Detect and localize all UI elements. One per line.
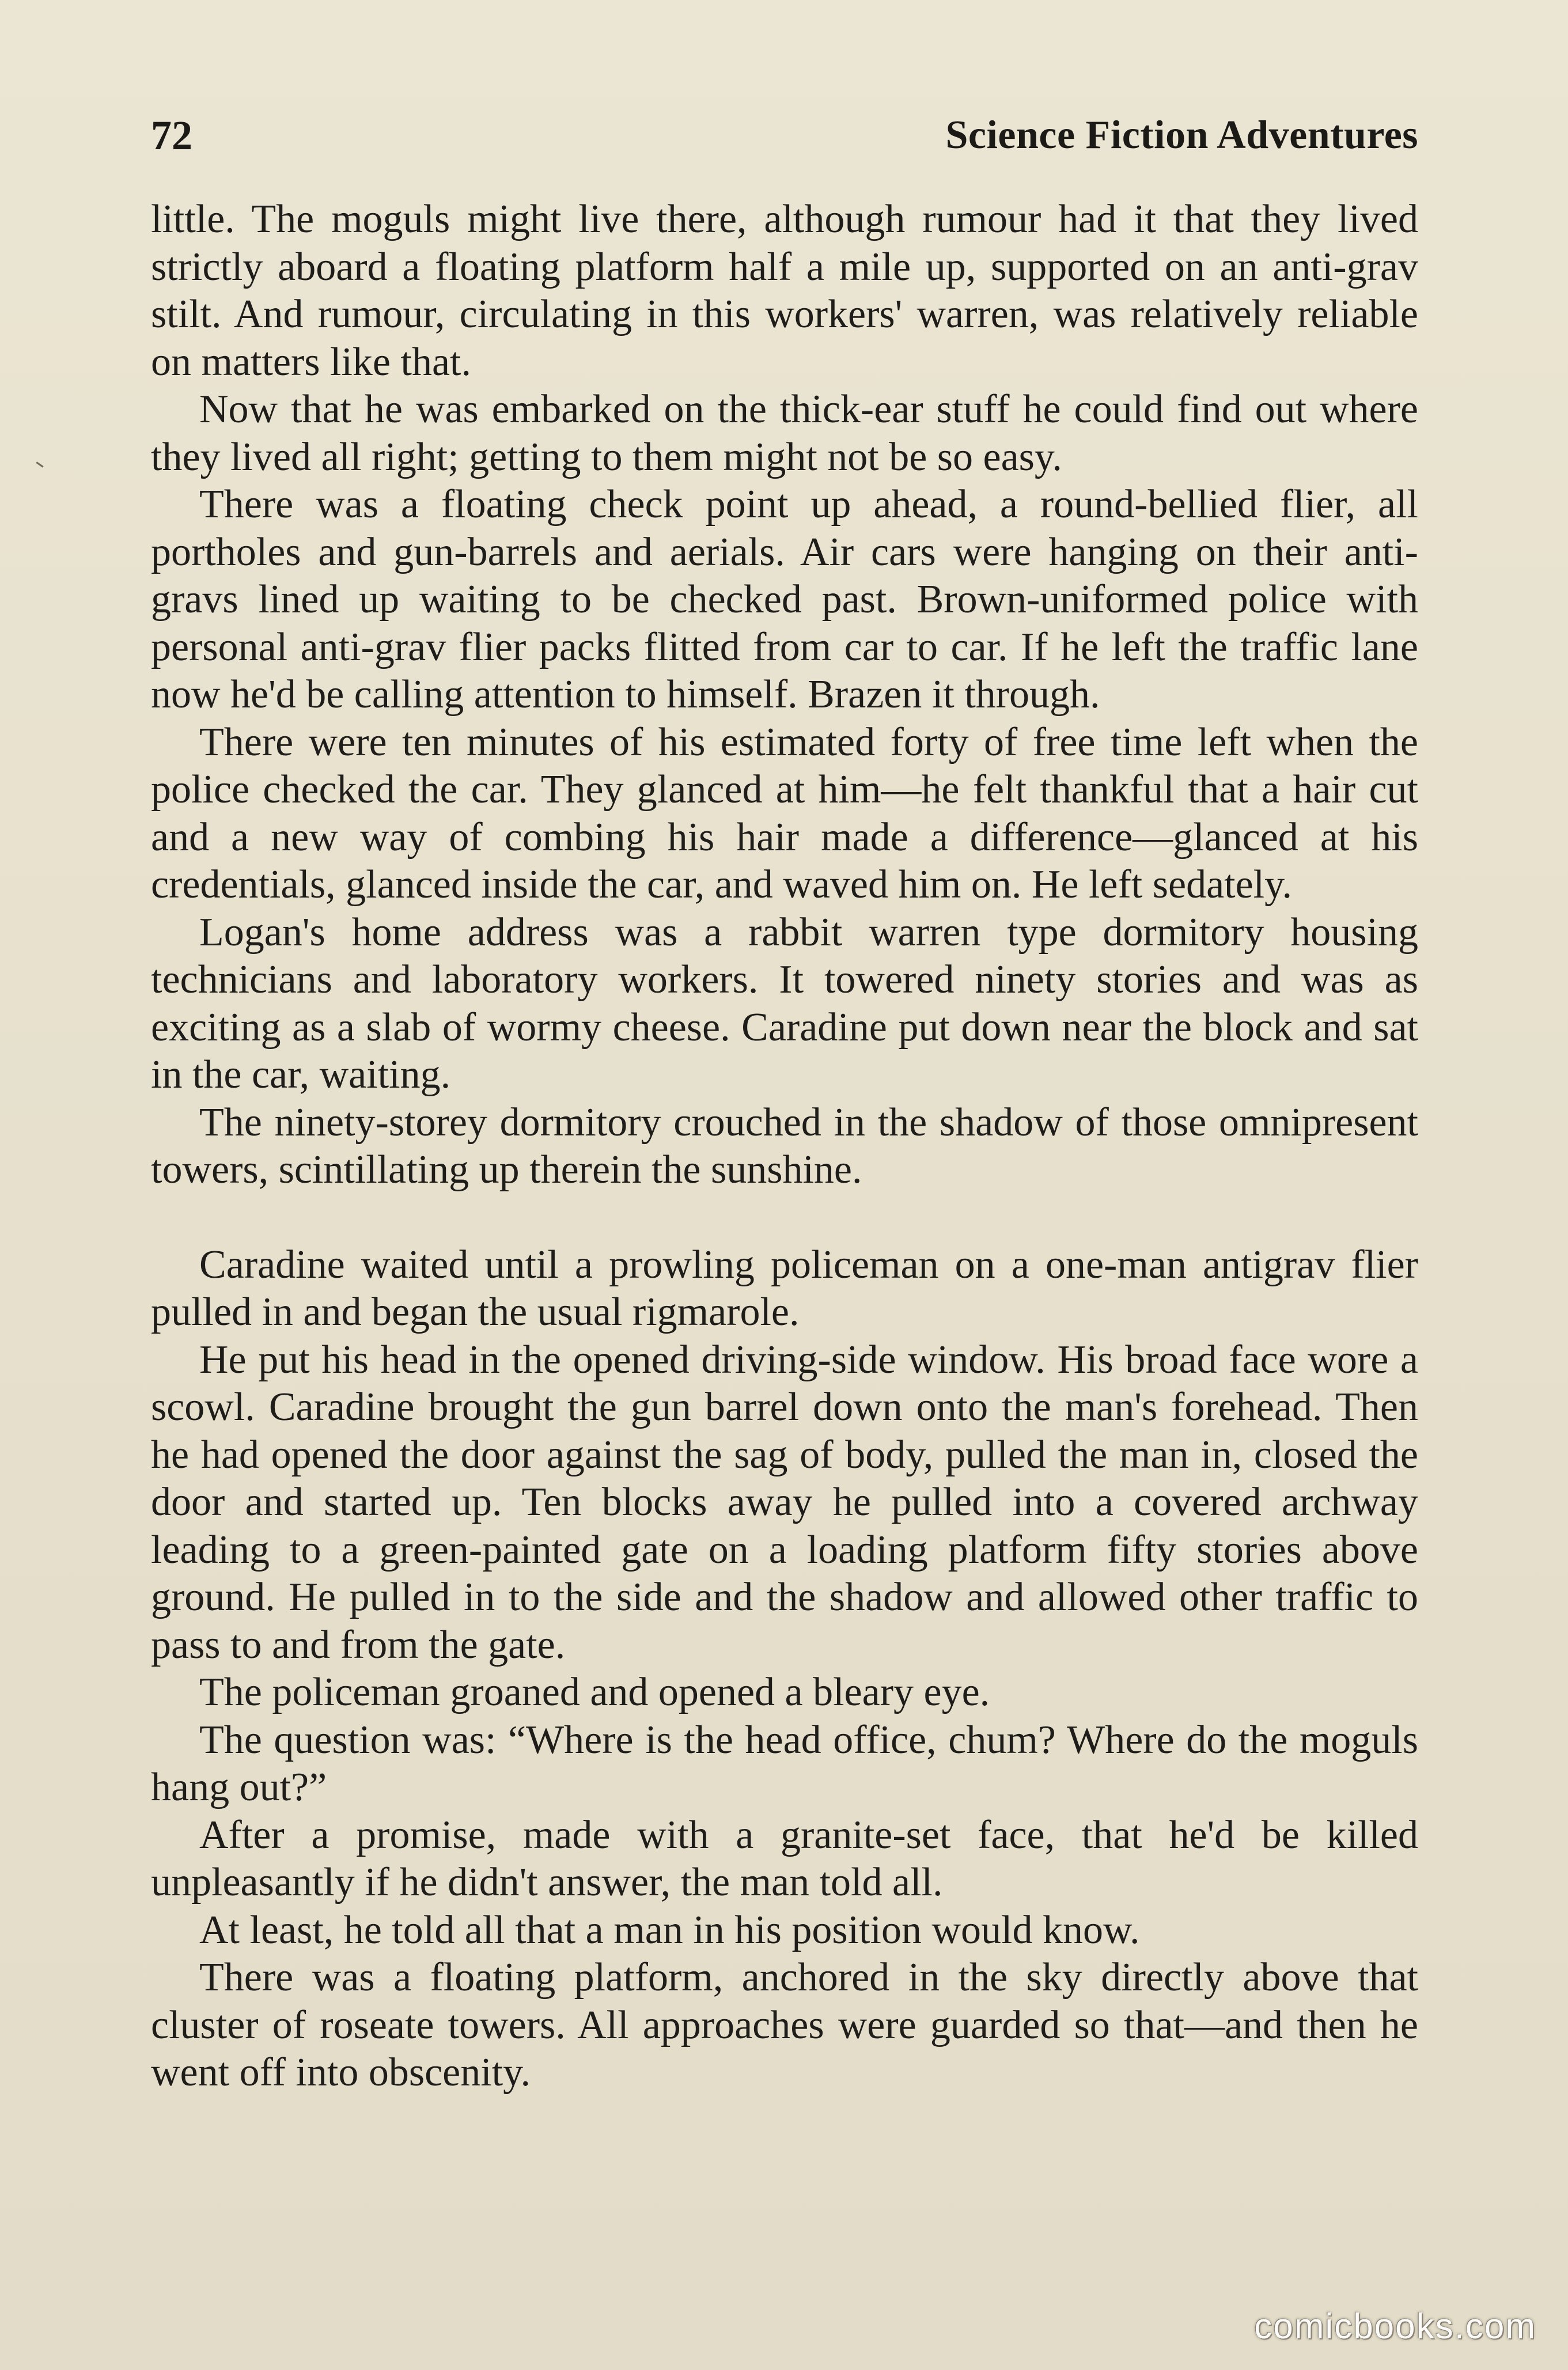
- page-number: 72: [151, 112, 192, 158]
- paragraph: Now that he was embarked on the thick-ear stuff he could find out where they lived all right; getting to them might not be so easy.: [151, 387, 1418, 479]
- paragraph: There was a floating check point up ahead, a round-bellied flier, all portholes and gun-barrels and aerials. Air cars were hanging on their anti-gravs lined up waiting to be checked past. Brown-uniformed police with personal anti-grav flier packs flitted from car to car. If he left the traffic lane now he'd be calling attention to himself. Brazen it through.: [151, 482, 1418, 717]
- paragraph: Caradine waited until a prowling policeman on a one-man antigrav flier pulled in and began the usual rigmarole.: [151, 1242, 1418, 1334]
- paragraph: At least, he told all that a man in his position would know.: [199, 1907, 1140, 1952]
- paragraph: After a promise, made with a granite-set face, that he'd be killed unpleasantly if he didn't answer, the man told all.: [151, 1812, 1418, 1905]
- paragraph: There were ten minutes of his estimated forty of free time left when the police checked the car. They glanced at him—he felt thankful that a hair cut and a new way of combing his hair made a difference—glanced at his credentials, glanced inside the car, and waved him on. He left sedately.: [151, 720, 1418, 907]
- paragraph: The ninety-storey dormitory crouched in the shadow of those omnipresent towers, scintillating up therein the sunshine.: [151, 1100, 1418, 1192]
- paragraph: The question was: “Where is the head office, chum? Where do the moguls hang out?”: [151, 1717, 1418, 1809]
- body-text: [151, 196, 1418, 2097]
- watermark: comicbooks.com: [1254, 2307, 1536, 2346]
- page-header: [151, 104, 1418, 167]
- section-break: [151, 1194, 1418, 1241]
- paragraph: There was a floating platform, anchored in the sky directly above that cluster of roseate towers. All approaches were guarded so that—and then he went off into obscenity.: [151, 1955, 1418, 2095]
- paragraph: The policeman groaned and opened a bleary eye.: [199, 1670, 990, 1714]
- running-head: Science Fiction Adventures: [945, 113, 1418, 157]
- paragraph: He put his head in the opened driving-side window. His broad face wore a scowl. Caradine brought the gun barrel down onto the man's forehead. Then he had opened the door against the sag of body, pulled the man in, closed the door and started up. Ten blocks away he pulled into a covered archway leading to a green-painted gate on a loading platform fifty stories above ground. He pulled in to the side and the shadow and allowed other traffic to pass to and from the gate.: [151, 1337, 1418, 1667]
- margin-mark: [36, 461, 43, 467]
- paragraph: Logan's home address was a rabbit warren type dormitory housing technicians and laboratory workers. It towered ninety stories and was as exciting as a slab of wormy cheese. Caradine put down near the block and sat in the car, waiting.: [151, 910, 1418, 1097]
- paragraph: little. The moguls might live there, although rumour had it that they lived strictly aboard a floating platform half a mile up, supported on an anti-grav stilt. And rumour, circulating in this workers' warren, was relatively reliable on matters like that.: [151, 197, 1418, 384]
